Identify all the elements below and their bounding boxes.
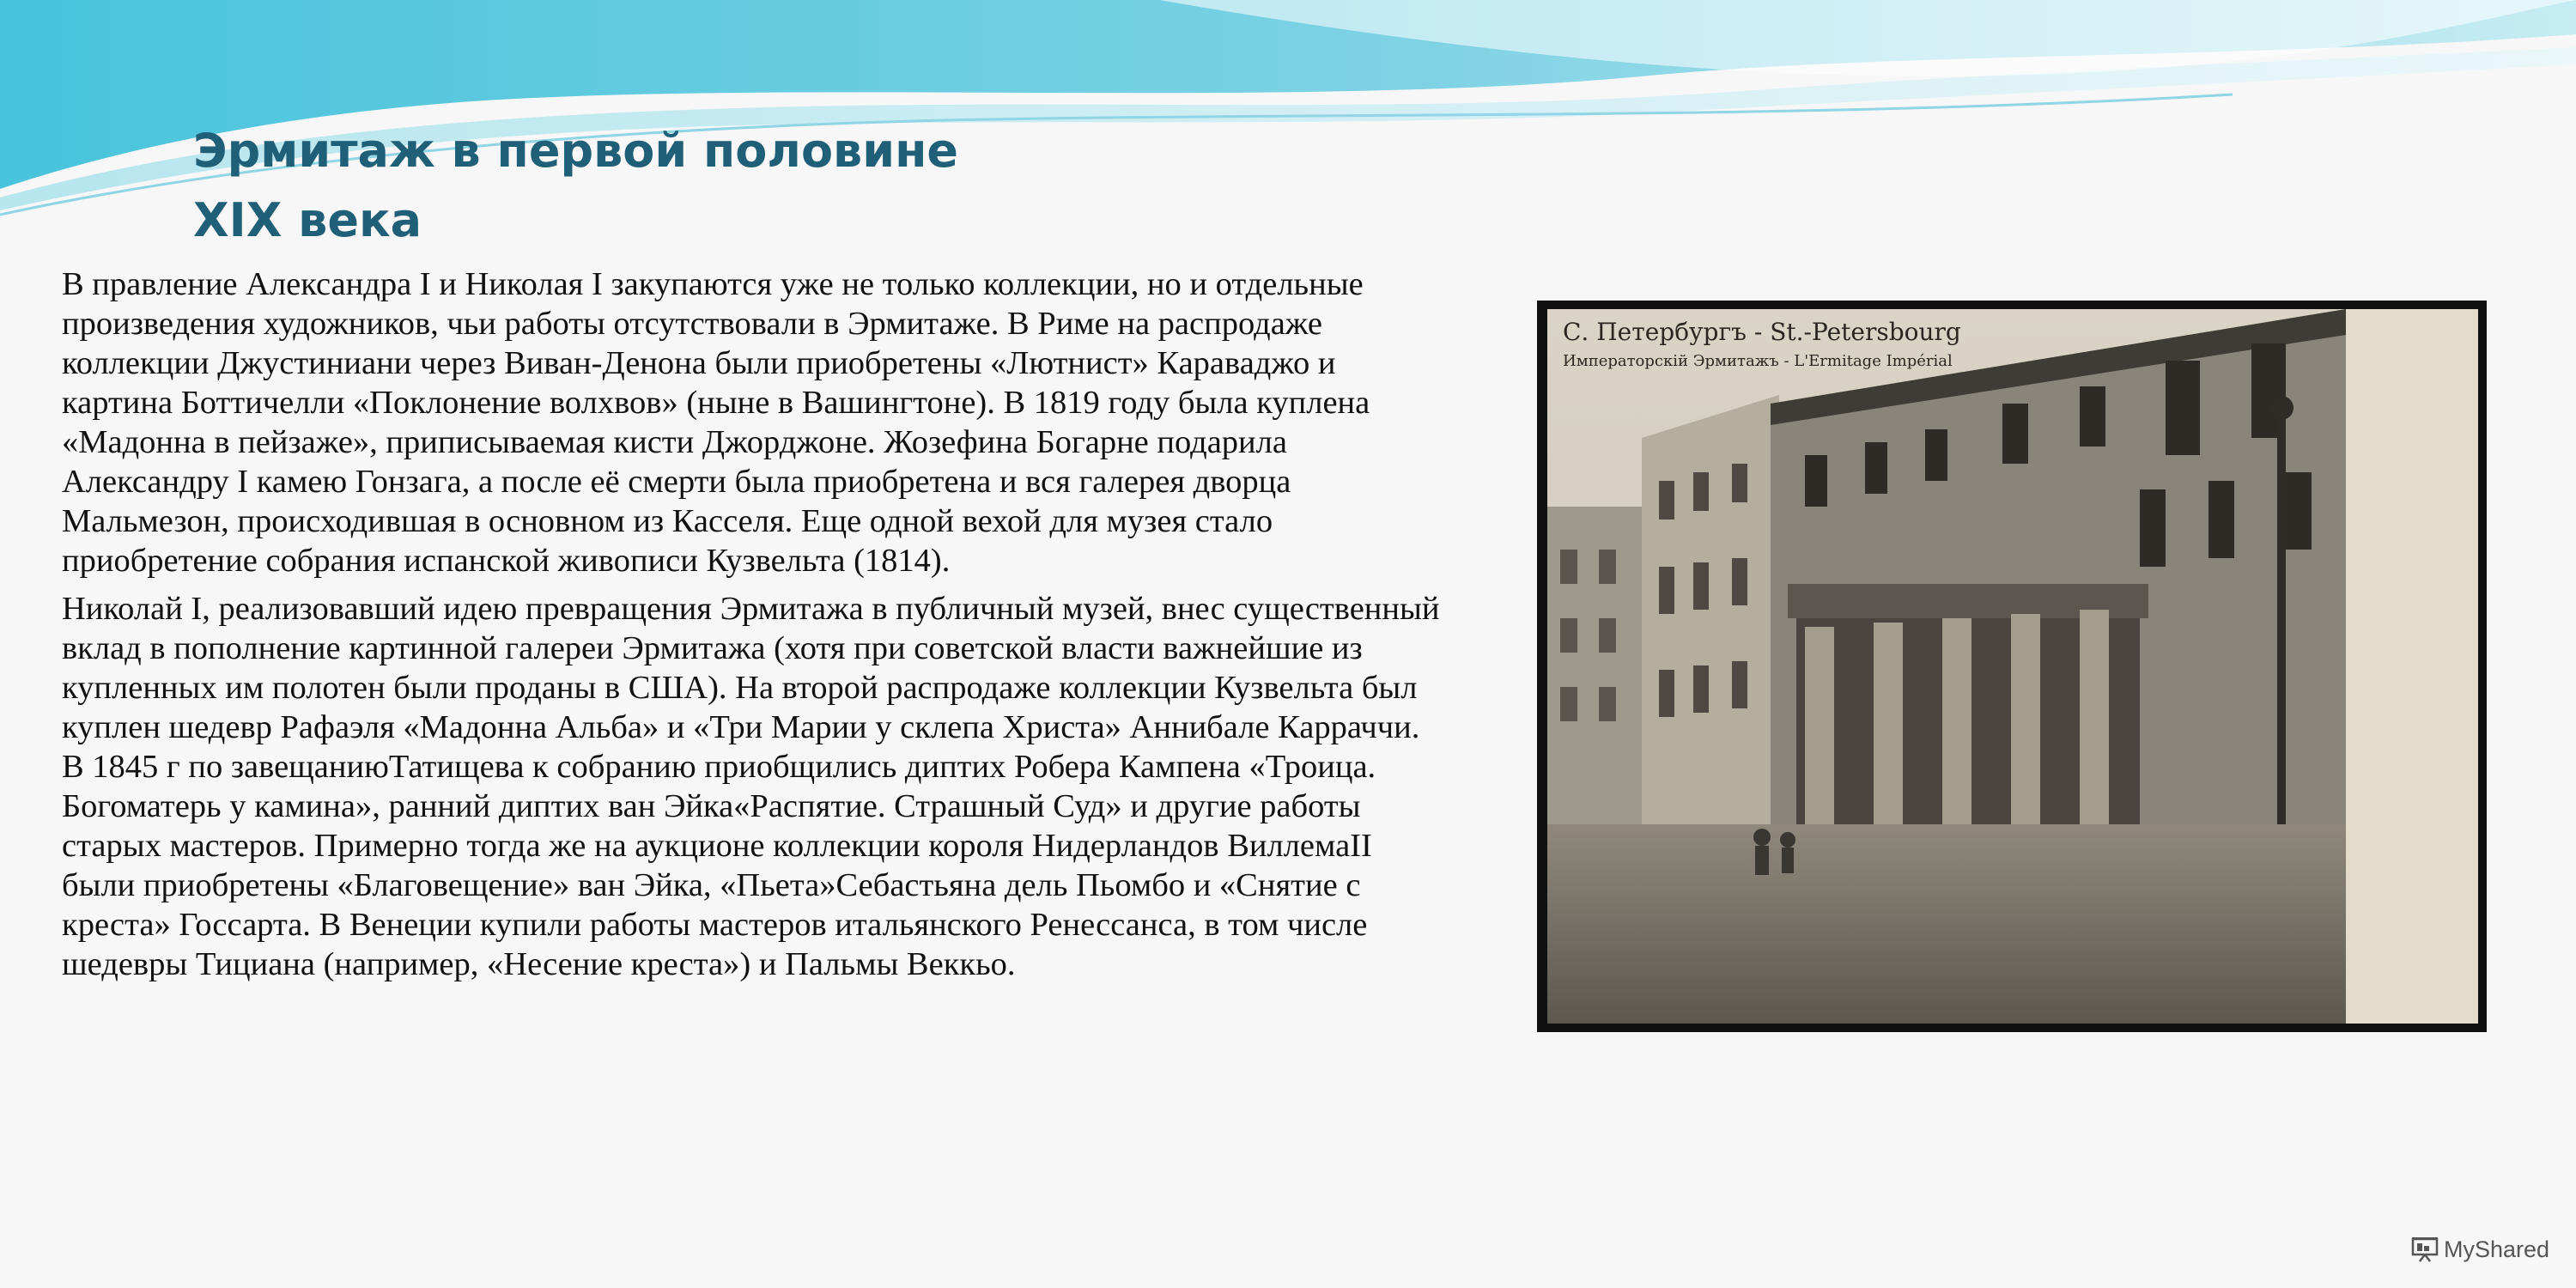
- myshared-watermark[interactable]: [2411, 1234, 2549, 1265]
- hermitage-postcard-image: [1547, 309, 2478, 1024]
- body-text: [62, 264, 1444, 993]
- paragraph-1: В правление Александра I и Николая I закупаются уже не только коллекции, но и отдельные произведения художников, чьи работы отсутствовали в Эрмитаже. В Риме на распродаже коллекции Джустиниани через Виван-Денона были приобретены «Лютнист» Караваджо и картина Боттичелли «Поклонение волхвов» (ныне в Вашингтоне). В 1819 году была куплена «Мадонна в пейзаже», приписываемая кисти Джорджоне. Жозефина Богарне подарила Александру I камею Гонзага, а после её смерти была приобретена и вся галерея дворца Мальмезон, происходившая в основном из Касселя. Еще одной вехой для музея стало приобретение собрания испанской живописи Кузвельта (1814).: [62, 266, 1370, 579]
- slide-title: [193, 116, 1395, 255]
- hermitage-photo: [1537, 301, 2487, 1032]
- slide-title-line-2: XIX века: [193, 193, 422, 247]
- photo-caption: С. Петербургъ - St.-Petersbourg: [1563, 318, 1961, 346]
- watermark-text: MyShared: [2444, 1236, 2550, 1262]
- paragraph-2: Николай I, реализовавший идею превращения Эрмитажа в публичный музей, внес существенный вклад в пополнение картинной галереи Эрмитажа (хотя при советской власти важнейшие из купленных им полотен были проданы в США). На второй распродаже коллекции Кузвельта был куплен шедевр Рафаэля «Мадонна Альба» и «Три Марии у склепа Христа» Аннибале Карраччи. В 1845 г по завещаниюТатищева к собранию приобщились диптих Робера Кампена «Троица. Богоматерь у камина», ранний диптих ван Эйка«Распятие. Страшный Суд» и другие работы старых мастеров. Примерно тогда же на аукционе коллекции короля Нидерландов ВиллемаII были приобретены «Благовещение» ван Эйка, «Пьета»Себастьяна дель Пьомбо и «Снятие с креста» Госсарта. В Венеции купили работы мастеров итальянского Ренессанса, в том числе шедевры Тициана (например, «Несение креста») и Пальмы Веккьо.: [62, 591, 1440, 982]
- slide-title-line-1: Эрмитаж в первой половине: [193, 124, 958, 178]
- photo-subcaption: Императорскій Эрмитажъ - L'Ermitage Impérial: [1563, 352, 1953, 370]
- presentation-icon: [2411, 1236, 2439, 1262]
